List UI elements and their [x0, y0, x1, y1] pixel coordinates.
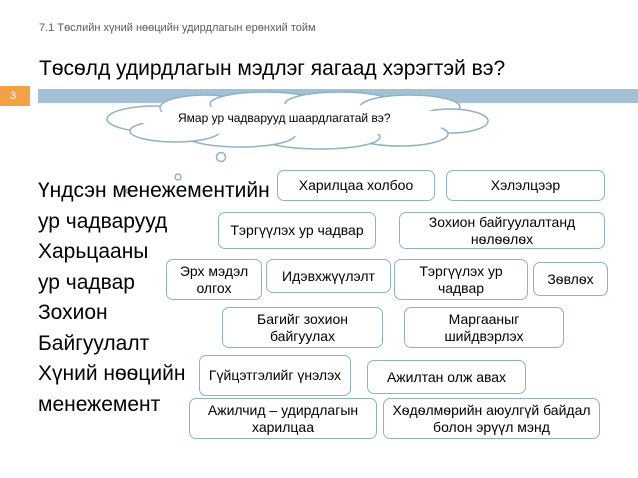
- skill-box: Ажилтан олж авах: [367, 360, 526, 394]
- skill-box: Багийг зохион байгуулах: [222, 307, 383, 348]
- left-text-line: Хүний нѳѳцийн: [38, 362, 186, 385]
- skill-box: Зѳвлѳх: [533, 262, 608, 296]
- skill-box: Идэвхжүүлэлт: [266, 259, 391, 293]
- skill-box: Ажилчид – удирдлагын харилцаа: [189, 398, 377, 439]
- skill-box: Тэргүүлэх ур чадвар: [218, 212, 376, 249]
- slide-title: Тѳсѳлд удирдлагын мэдлэг яагаад хэрэгтэй вэ?: [39, 57, 506, 80]
- left-text-line: ур чадвар: [38, 270, 135, 294]
- skill-box: Гүйцэтгэлийг үнэлэх: [199, 355, 351, 396]
- cloud-question: Ямар ур чадварууд шаардлагатай вэ?: [178, 111, 391, 125]
- left-text-line: менежемент: [38, 392, 161, 416]
- left-text-line: ур чадварууд: [38, 209, 168, 233]
- left-text-line: Зохион: [38, 301, 108, 324]
- skill-box: Тэргүүлэх ур чадвар: [394, 259, 528, 300]
- skill-box: Эрх мэдэл олгох: [166, 259, 262, 300]
- left-text-line: Байгуулалт: [38, 331, 150, 355]
- skill-box: Хэлэлцээр: [446, 170, 605, 201]
- skill-box: Зохион байгуулалтанд нѳлѳѳлѳх: [399, 212, 605, 249]
- left-text-line: Харьцааны: [38, 240, 149, 263]
- left-text-line: Үндсэн менежементийн: [38, 179, 270, 202]
- skill-box: Харилцаа холбоо: [277, 170, 435, 201]
- slide-number: 3: [0, 86, 30, 106]
- skill-box: Маргааныг шийдвэрлэх: [404, 307, 564, 348]
- header-subtitle: 7.1 Тѳслийн хүний нѳѳцийн удирдлагын ерѳнхий тойм: [39, 22, 316, 34]
- skill-box: Хѳдѳлмѳрийн аюулгүй байдал болон эрүүл мэнд: [383, 398, 600, 439]
